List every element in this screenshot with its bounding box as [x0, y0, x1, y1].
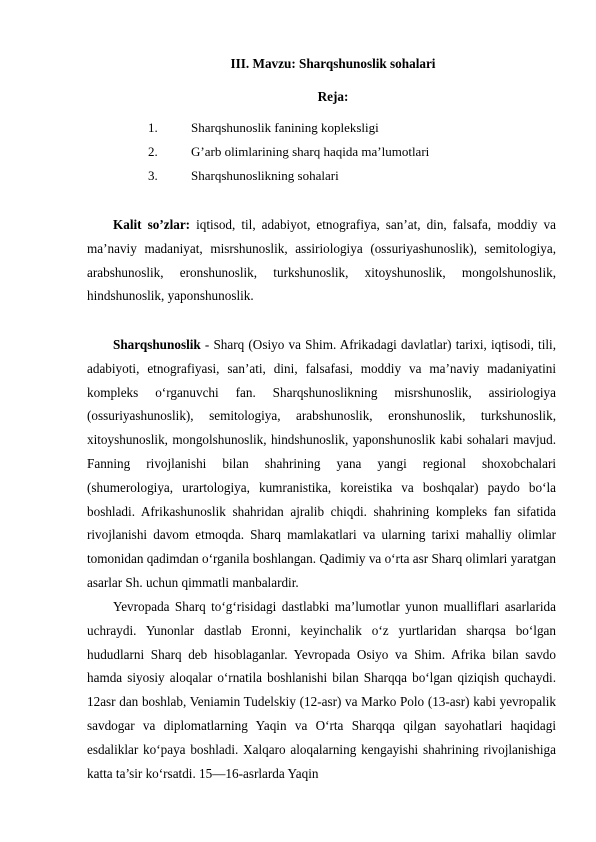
- plan-item-text: Sharqshunoslik fanining kopleksligi: [191, 120, 379, 135]
- document-title: III. Mavzu: Sharqshunoslik sohalari: [230, 56, 436, 71]
- plan-item-number: 1.: [148, 120, 158, 135]
- definition-term: Sharqshunoslik: [113, 337, 201, 352]
- keywords-label: Kalit so’zlar:: [113, 217, 191, 232]
- plan-heading: Reja:: [317, 89, 349, 104]
- keywords-text: iqtisod, til, adabiyot, etnografiya, san’at, din, falsafa, moddiy va ma’naviy madaniyat, misrshunoslik, assiriologiya (ossuriyashunoslik), semitologiya, arabshunoslik, eronshunoslik, turkshunoslik, xitoyshunoslik, mongolshunoslik, hindshunoslik, yaponshunoslik.: [87, 217, 556, 304]
- plan-item: [87, 168, 556, 192]
- plan-item-number: 2.: [148, 144, 158, 159]
- plan-item-number: 3.: [148, 168, 158, 183]
- keywords-paragraph: [87, 213, 556, 308]
- plan-item-text: Sharqshunoslikning sohalari: [191, 168, 339, 183]
- definition-text: - Sharq (Osiyo va Shim. Afrikadagi davlatlar) tarixi, iqtisodi, tili, adabiyoti, etnografiyasi, san’ati, dini, falsafasi, moddiy va ma’naviy madaniyatini kompleks o‘rganuvchi fan. Sharqshunoslikning misrshunoslik, assiriologiya (ossuriyashunoslik), semitologiya, arabshunoslik, eronshunoslik, turkshunoslik, xitoyshunoslik, mongolshunoslik, hindshunoslik, yaponshunoslik kabi sohalari mavjud. Fanning rivojlanishi bilan shahrining yana yangi regional shoxobchalari (shumerologiya, urartologiya, kumranistika, koreistika va boshqalar) paydo bo‘la boshladi. Afrikashunoslik shahridan ajralib chiqdi. shahrining kompleks fan sifatida rivojlanishi davom etmoqda. Sharq mamlakatlari va ularning tarixi mahalliy olimlar tomonidan qadimdan o‘rganila boshlangan. Qadimiy va o‘rta asr Sharq olimlari yaratgan asarlar Sh. uchun qimmatli manbalardir.: [87, 337, 556, 590]
- plan-item: [87, 144, 556, 168]
- plan-item-text: G’arb olimlarining sharq haqida ma’lumotlari: [191, 144, 430, 159]
- plan-item: [87, 120, 556, 144]
- definition-paragraph: [87, 333, 556, 595]
- history-paragraph: [87, 595, 556, 785]
- history-text: Yevropada Sharq to‘g‘risidagi dastlabki ma’lumotlar yunon mualliflari asarlarida uchraydi. Yunonlar dastlab Eronni, keyinchalik o‘z yurtlaridan sharqsa bo‘lgan hududlarni Sharq deb hisoblaganlar. Yevropada Osiyo va Shim. Afrika bilan savdo hamda siyosiy aloqalar o‘rnatila boshlanishi bilan Sharqqa bo‘lgan qiziqish quchaydi. 12asr dan boshlab, Veniamin Tudelskiy (12-asr) va Marko Polo (13-asr) kabi yevropalik savdogar va diplomatlarning Yaqin va O‘rta Sharqqa qilgan sayohatlari haqidagi esdaliklar ko‘paya boshladi. Xalqaro aloqalarning kengayishi shahrining rivojlanishiga katta ta’sir ko‘rsatdi. 15—16-asrlarda Yaqin: [87, 599, 556, 781]
- plan-list: [87, 120, 556, 192]
